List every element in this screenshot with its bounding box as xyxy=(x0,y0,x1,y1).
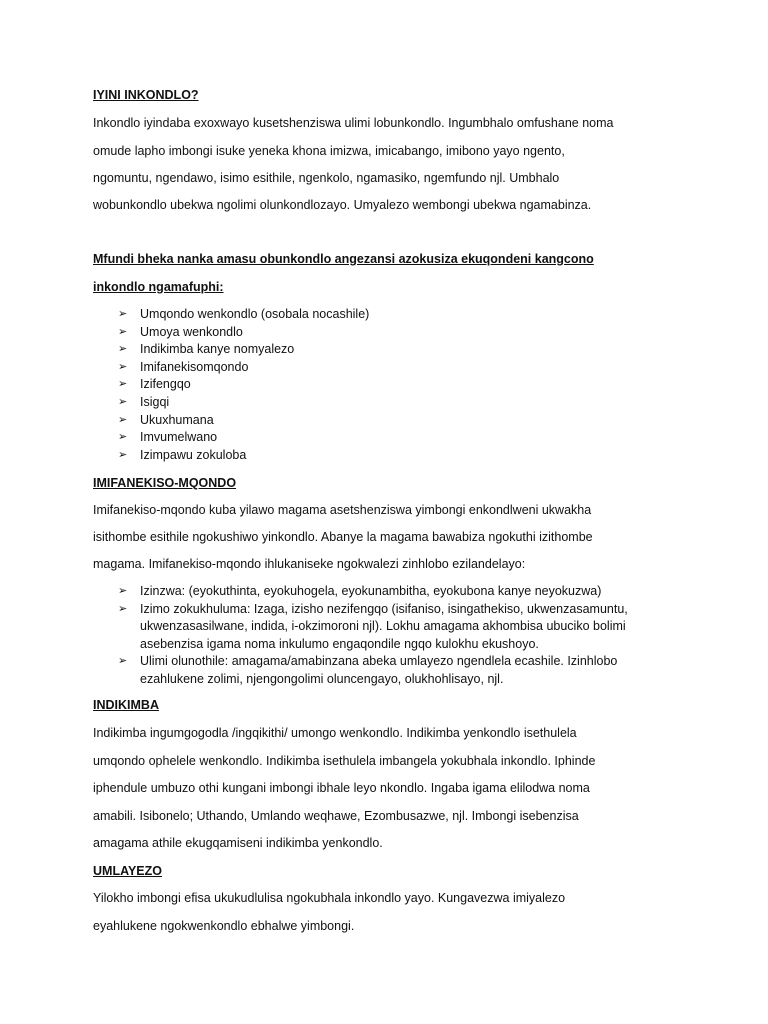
list-item: ➢ Izinzwa: (eyokuthinta, eyokuhogela, eyokunambitha, eyokubona kanye neyokuzwa) xyxy=(118,583,640,601)
paragraph-line: Imifanekiso-mqondo kuba yilawo magama asetshenziswa yimbongi enkondlweni ukwakha xyxy=(93,503,592,517)
list-item: ➢ Indikimba kanye nomyalezo xyxy=(118,341,369,359)
list-item: ➢ Ukuxhumana xyxy=(118,412,369,430)
arrowhead-bullet-icon: ➢ xyxy=(118,655,128,667)
imifanekiso-list xyxy=(118,583,640,688)
amasu-list xyxy=(118,306,369,464)
list-item: ➢ Izimpawu zokuloba xyxy=(118,447,369,465)
list-item: ➢ Izimo zokukhuluma: Izaga, izisho nezifengqo (isifaniso, isingathekiso, ukwenzasamuntu, ukwenzasasilwane, indida, i-okzimoroni njl). Lokhu amagama akhombisa ubuciko bolimi asebenzisa igama noma inkulumo engaqondile ngqo kulokhu ekushoyo. xyxy=(118,601,628,651)
paragraph-line: eyahlukene ngokwenkondlo ebhalwe yimbongi. xyxy=(93,919,355,933)
paragraph-line: isithombe esithile ngokushiwo yinkondlo. Abanye la magama bawabiza ngokuthi izithombe xyxy=(93,530,593,544)
list-item: ➢ Imvumelwano xyxy=(118,429,369,447)
list-item: ➢ Imifanekisomqondo xyxy=(118,359,369,377)
paragraph-line: amabili. Isibonelo; Uthando, Umlando weqhawe, Ezombusazwe, njl. Imbongi isebenzisa xyxy=(93,809,579,823)
arrowhead-bullet-icon: ➢ xyxy=(118,448,128,461)
paragraph-line: iphendule umbuzo othi kungani imbongi ibhale leyo nkondlo. Ingaba igama elilodwa noma xyxy=(93,781,590,795)
arrowhead-bullet-icon: ➢ xyxy=(118,585,128,597)
paragraph-line: Yilokho imbongi efisa ukukudlulisa ngokubhala inkondlo yayo. Kungavezwa imiyalezo xyxy=(93,891,566,905)
arrowhead-bullet-icon: ➢ xyxy=(118,360,128,373)
section-heading-iyini-inkondlo: IYINI INKONDLO? xyxy=(93,88,199,102)
paragraph-line: Inkondlo iyindaba exoxwayo kusetshenziswa ulimi lobunkondlo. Ingumbhalo omfushane noma xyxy=(93,116,614,130)
section-heading-imifanekiso-mqondo: IMIFANEKISO-MQONDO xyxy=(93,476,237,490)
paragraph-line: umqondo ophelele wenkondlo. Indikimba isethulela imbangela yokubhala inkondlo. Iphinde xyxy=(93,754,596,768)
arrowhead-bullet-icon: ➢ xyxy=(118,395,128,408)
section-heading-umlayezo: UMLAYEZO xyxy=(93,864,162,878)
arrowhead-bullet-icon: ➢ xyxy=(118,378,128,391)
list-item: ➢ Umqondo wenkondlo (osobala nocashile) xyxy=(118,306,369,324)
section-heading-mfundi-bheka: Mfundi bheka nanka amasu obunkondlo angezansi azokusiza ekuqondeni kangcono xyxy=(93,252,594,266)
list-item: ➢ Izifengqo xyxy=(118,376,369,394)
list-item: ➢ Umoya wenkondlo xyxy=(118,324,369,342)
paragraph-line: magama. Imifanekiso-mqondo ihlukaniseke ngokwalezi zinhlobo ezilandelayo: xyxy=(93,557,526,571)
paragraph-line: amagama athile ekugqamiseni indikimba yenkondlo. xyxy=(93,836,383,850)
arrowhead-bullet-icon: ➢ xyxy=(118,413,128,426)
paragraph-line: Indikimba ingumgogodla /ingqikithi/ umongo wenkondlo. Indikimba yenkondlo isethulela xyxy=(93,726,577,740)
section-heading-mfundi-bheka-cont: inkondlo ngamafuphi: xyxy=(93,280,224,294)
paragraph-line: ngomuntu, ngendawo, isimo esithile, ngenkolo, ngamasiko, ngemfundo njl. Umbhalo xyxy=(93,171,560,185)
arrowhead-bullet-icon: ➢ xyxy=(118,602,128,615)
arrowhead-bullet-icon: ➢ xyxy=(118,343,128,356)
arrowhead-bullet-icon: ➢ xyxy=(118,308,128,320)
list-item: ➢ Ulimi olunothile: amagama/amabinzana abeka umlayezo ngendlela ecashile. Izinhlobo ezahlukene zolimi, njengongolimi oluncengayo, olukhohlisayo, njl. xyxy=(118,654,618,686)
arrowhead-bullet-icon: ➢ xyxy=(118,431,128,444)
paragraph-line: wobunkondlo ubekwa ngolimi olunkondlozayo. Umyalezo wembongi ubekwa ngamabinza. xyxy=(93,198,592,212)
section-heading-indikimba: INDIKIMBA xyxy=(93,698,159,712)
list-item: ➢ Isigqi xyxy=(118,394,369,412)
paragraph-line: omude lapho imbongi isuke yeneka khona imizwa, imicabango, imibono yayo ngento, xyxy=(93,144,565,158)
arrowhead-bullet-icon: ➢ xyxy=(118,325,128,338)
